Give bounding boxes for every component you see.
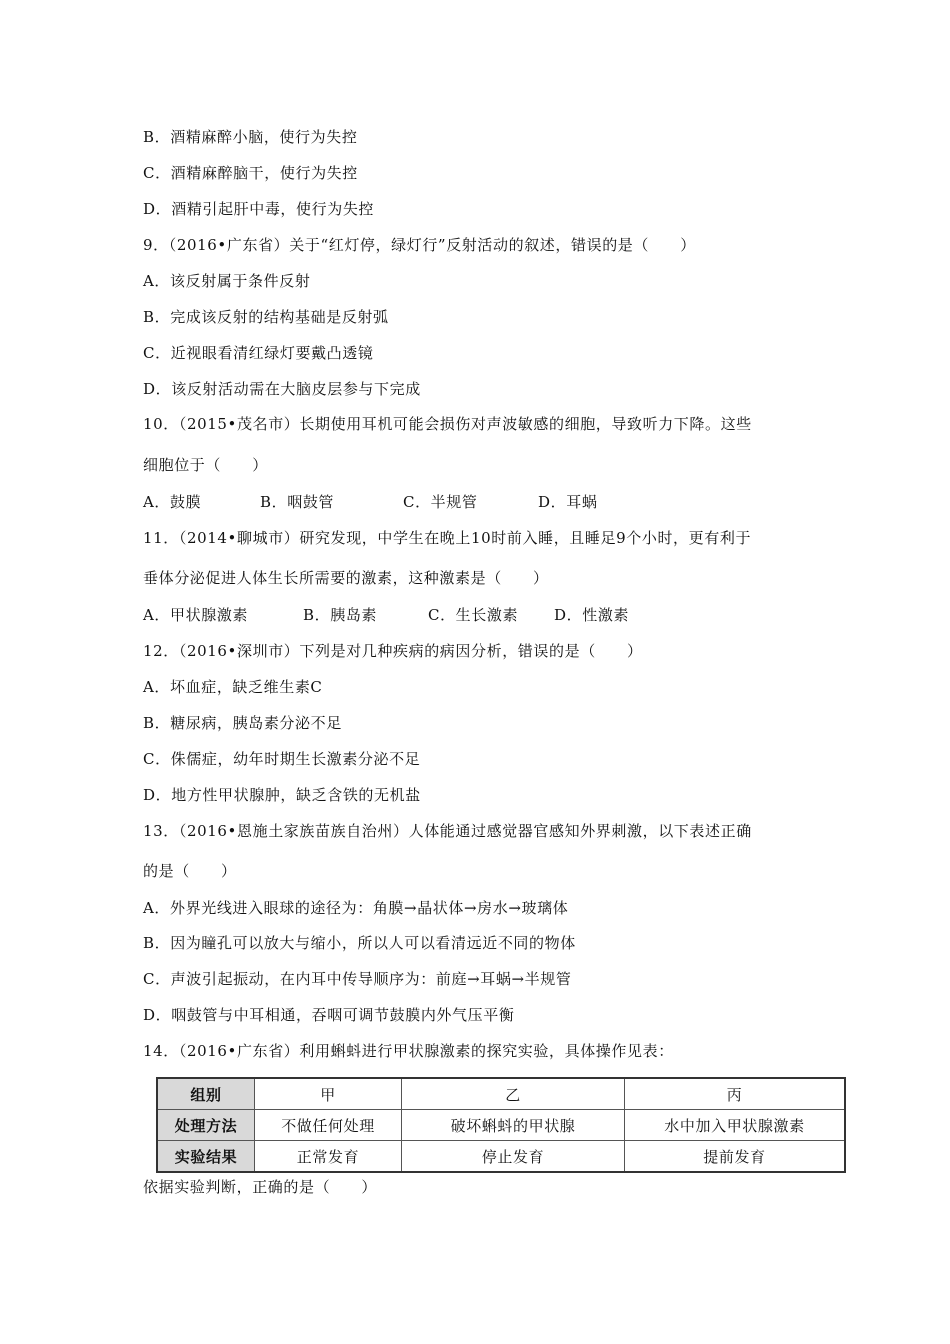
q12-option-d: D．地方性甲状腺肿，缺乏含铁的无机盐 [143, 786, 421, 804]
q10-stem-line1: 10．（2015•茂名市）长期使用耳机可能会损伤对声波敏感的细胞，导致听力下降。这些 [143, 415, 752, 433]
table-cell: 处理方法 [157, 1110, 255, 1141]
q13-option-c: C．声波引起振动，在内耳中传导顺序为：前庭→耳蜗→半规管 [143, 970, 572, 988]
q11-option-d: D．性激素 [554, 606, 630, 624]
table-cell: 实验结果 [157, 1141, 255, 1173]
q13-option-d: D．咽鼓管与中耳相通，吞咽可调节鼓膜内外气压平衡 [143, 1006, 515, 1024]
q8-option-d: D．酒精引起肝中毒，使行为失控 [143, 200, 375, 218]
table-cell: 乙 [402, 1078, 625, 1110]
table-cell: 破坏蝌蚪的甲状腺 [402, 1110, 625, 1141]
table-cell: 正常发育 [255, 1141, 402, 1173]
q11-option-c: C．生长激素 [428, 606, 519, 624]
q12-option-c: C．侏儒症，幼年时期生长激素分泌不足 [143, 750, 421, 768]
q9-option-b: B．完成该反射的结构基础是反射弧 [143, 308, 389, 326]
q13-option-a: A．外界光线进入眼球的途径为：角膜→晶状体→房水→玻璃体 [143, 899, 569, 917]
q9-option-d: D．该反射活动需在大脑皮层参与下完成 [143, 380, 421, 398]
q10-option-d: D．耳蜗 [538, 493, 598, 511]
q10-options [143, 492, 597, 512]
q9-option-a: A．该反射属于条件反射 [143, 272, 311, 290]
q11-options [143, 605, 629, 625]
q8-option-b: B．酒精麻醉小脑，使行为失控 [143, 128, 358, 146]
q14-stem: 14．（2016•广东省）利用蝌蚪进行甲状腺激素的探究实验，具体操作见表： [143, 1042, 674, 1060]
table-cell: 水中加入甲状腺激素 [625, 1110, 846, 1141]
q12-option-b: B．糖尿病，胰岛素分泌不足 [143, 714, 342, 732]
q9-option-c: C．近视眼看清红绿灯要戴凸透镜 [143, 344, 374, 362]
q11-stem-line2: 垂体分泌促进人体生长所需要的激素，这种激素是（ ） [143, 569, 549, 587]
q13-stem-line1: 13．（2016•恩施土家族苗族自治州）人体能通过感觉器官感知外界刺激，以下表述正确 [143, 822, 752, 840]
q8-option-c: C．酒精麻醉脑干，使行为失控 [143, 164, 358, 182]
table-cell: 提前发育 [625, 1141, 846, 1173]
table-cell: 甲 [255, 1078, 402, 1110]
table-cell: 组别 [157, 1078, 255, 1110]
q10-option-c: C．半规管 [403, 493, 478, 511]
table-cell: 丙 [625, 1078, 846, 1110]
q14-follow-up: 依据实验判断，正确的是（ ） [143, 1178, 378, 1196]
q13-stem-line2: 的是（ ） [143, 862, 237, 880]
q13-option-b: B．因为瞳孔可以放大与缩小，所以人可以看清远近不同的物体 [143, 934, 576, 952]
q12-stem: 12．（2016•深圳市）下列是对几种疾病的病因分析，错误的是（ ） [143, 642, 643, 660]
table-row [157, 1078, 845, 1110]
q11-option-a: A．甲状腺激素 [143, 606, 249, 624]
q10-stem-line2: 细胞位于（ ） [143, 456, 268, 474]
q11-stem-line1: 11．（2014•聊城市）研究发现，中学生在晚上10时前入睡，且睡足9个小时，更有利于 [143, 529, 752, 547]
q12-option-a: A．坏血症，缺乏维生素C [143, 678, 323, 696]
q11-option-b: B．胰岛素 [303, 606, 378, 624]
table-cell: 不做任何处理 [255, 1110, 402, 1141]
table-cell: 停止发育 [402, 1141, 625, 1173]
experiment-table [156, 1077, 846, 1173]
table-row [157, 1110, 845, 1141]
q10-option-a: A．鼓膜 [143, 493, 202, 511]
q10-option-b: B．咽鼓管 [260, 493, 335, 511]
table-row [157, 1141, 845, 1173]
q9-stem: 9．（2016•广东省）关于“红灯停，绿灯行”反射活动的叙述，错误的是（ ） [143, 236, 696, 254]
